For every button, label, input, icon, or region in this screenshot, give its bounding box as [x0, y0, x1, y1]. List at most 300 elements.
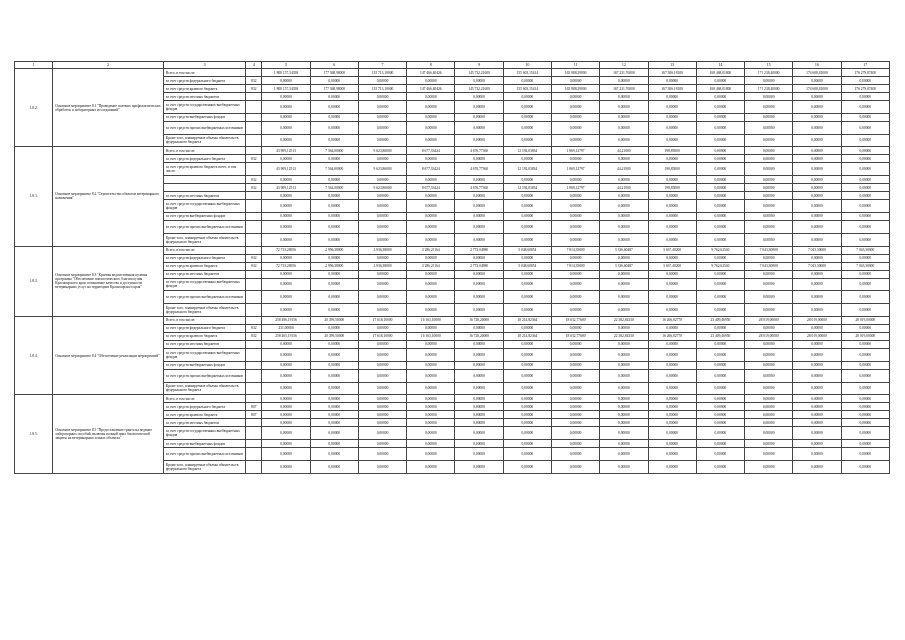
amount-cell: 0,00000	[648, 233, 696, 246]
amount-cell: 0,00000	[262, 460, 310, 473]
amount-cell: 0,00000	[841, 427, 889, 440]
amount-cell: 0,00000	[262, 233, 310, 246]
amount-cell: 0,00000	[696, 176, 744, 184]
amount-cell: 0,00000	[745, 395, 793, 403]
amount-cell: 0,00000	[696, 324, 744, 332]
amount-cell: 0,00000	[600, 348, 648, 361]
amount-cell: 0,00000	[551, 254, 599, 262]
funding-source: за счет средств федерального бюджета	[163, 155, 245, 163]
measure-name: Основное мероприятие 8.1 "Проведение полевых профилактических обработок и лабораторных исследований"	[53, 69, 164, 147]
amount-cell: 0,00000	[551, 121, 599, 134]
amount-cell: 2 772,04980	[455, 262, 503, 270]
amount-cell: 0,00000	[503, 233, 551, 246]
amount-cell: 72 713,26956	[262, 246, 310, 254]
amount-cell: 171 238,40000	[745, 85, 793, 93]
amount-cell: 0,00000	[358, 101, 406, 114]
budget-code	[246, 212, 262, 220]
amount-cell: 0,00000	[455, 77, 503, 85]
funding-source: за счет средств государственных внебюджетных фондов	[163, 348, 245, 361]
amount-cell: 0,00000	[358, 403, 406, 411]
amount-cell: 167 306,18100	[648, 69, 696, 77]
amount-cell: 0,00000	[310, 369, 358, 382]
amount-cell: 174 608,81000	[793, 85, 841, 93]
budget-code: 832	[246, 254, 262, 262]
measure-code: 1.8.4.	[15, 316, 53, 394]
amount-cell: 0,00000	[358, 427, 406, 440]
amount-cell: 0,00000	[407, 101, 455, 114]
amount-cell: 7 043,30000	[745, 262, 793, 270]
amount-cell: 0,00000	[262, 361, 310, 369]
amount-cell: 12 192,03834	[503, 163, 551, 176]
amount-cell: 0,00000	[696, 340, 744, 348]
amount-cell: 0,00000	[551, 304, 599, 317]
amount-cell: 0,00000	[696, 361, 744, 369]
amount-cell: 0,00000	[793, 147, 841, 155]
amount-cell: 0,00000	[358, 121, 406, 134]
amount-cell: 0,00000	[310, 121, 358, 134]
amount-cell: 0,00000	[358, 200, 406, 213]
budget-code	[246, 348, 262, 361]
amount-cell: 0,00000	[793, 155, 841, 163]
amount-cell: 0,00000	[407, 134, 455, 147]
amount-cell: 18 214,82364	[503, 332, 551, 340]
amount-cell: 145 732,21600	[455, 69, 503, 77]
budget-code: 832	[246, 176, 262, 184]
amount-cell: 0,00000	[648, 254, 696, 262]
amount-cell: 0,00000	[455, 212, 503, 220]
amount-cell: 0,00000	[551, 93, 599, 101]
amount-cell: 0,00000	[745, 101, 793, 114]
amount-cell: 0,00000	[455, 291, 503, 304]
amount-cell: 0,00000	[503, 254, 551, 262]
amount-cell: 0,00000	[745, 361, 793, 369]
amount-cell: 7 564,00000	[310, 184, 358, 192]
amount-cell: 0,00000	[793, 348, 841, 361]
column-number: 6	[310, 62, 358, 69]
amount-cell: 0,00000	[841, 113, 889, 121]
amount-cell: 0,00000	[841, 361, 889, 369]
funding-source: за счет средств краевого бюджета	[163, 332, 245, 340]
amount-cell: 0,00000	[407, 361, 455, 369]
amount-cell: 0,00000	[648, 427, 696, 440]
budget-code	[246, 304, 262, 317]
table-row	[15, 395, 890, 403]
amount-cell: 0,00000	[503, 134, 551, 147]
amount-cell: 0,00000	[600, 176, 648, 184]
funding-source: Всего, в том числе:	[163, 246, 245, 254]
amount-cell: 28 019,00000	[745, 332, 793, 340]
amount-cell: 0,00000	[407, 419, 455, 427]
budget-code: 832	[246, 77, 262, 85]
funding-source: Кроме того, планируемые объемы обязательств федерального бюджета	[163, 134, 245, 147]
column-number: 7	[358, 62, 406, 69]
amount-cell: 0,00000	[262, 270, 310, 278]
amount-cell: 0,00000	[503, 121, 551, 134]
amount-cell: 0,00000	[262, 278, 310, 291]
amount-cell: 0,00000	[551, 403, 599, 411]
amount-cell: 0,00000	[841, 440, 889, 448]
amount-cell: 0,00000	[841, 184, 889, 192]
budget-code	[246, 291, 262, 304]
amount-cell: 0,00000	[745, 200, 793, 213]
amount-cell: 0,00000	[358, 382, 406, 395]
amount-cell: 0,00000	[551, 155, 599, 163]
amount-cell: 0,00000	[551, 192, 599, 200]
funding-source: за счет средств государственных внебюджетных фондов	[163, 200, 245, 213]
amount-cell: 0,00000	[407, 200, 455, 213]
amount-cell: 0,00000	[407, 340, 455, 348]
amount-cell: 0,00000	[841, 419, 889, 427]
amount-cell: 0,00000	[696, 448, 744, 461]
amount-cell: 0,00000	[455, 220, 503, 233]
amount-cell: 0,00000	[407, 233, 455, 246]
amount-cell: 0,00000	[262, 134, 310, 147]
amount-cell: 0,00000	[600, 382, 648, 395]
amount-cell: 0,00000	[551, 278, 599, 291]
amount-cell: 0,00000	[407, 348, 455, 361]
amount-cell: 0,00000	[358, 291, 406, 304]
amount-cell: 0,00000	[358, 113, 406, 121]
amount-cell: 0,00000	[455, 254, 503, 262]
budget-code	[246, 113, 262, 121]
amount-cell: 0,00000	[841, 220, 889, 233]
amount-cell: 0,00000	[407, 270, 455, 278]
amount-cell: 0,00000	[600, 369, 648, 382]
budget-code	[246, 419, 262, 427]
amount-cell: 0,00000	[696, 220, 744, 233]
amount-cell: 0,00000	[648, 448, 696, 461]
amount-cell: 176 279,87400	[841, 85, 889, 93]
amount-cell: 0,00000	[841, 324, 889, 332]
amount-cell: 0,00000	[745, 134, 793, 147]
amount-cell: 0,00000	[503, 176, 551, 184]
amount-cell: 0,00000	[551, 395, 599, 403]
amount-cell: 0,00000	[310, 382, 358, 395]
funding-source: за счет средств прочих внебюджетных источников	[163, 291, 245, 304]
amount-cell: 0,00000	[648, 382, 696, 395]
amount-cell: 0,00000	[793, 113, 841, 121]
amount-cell: 2 772,04980	[455, 246, 503, 254]
amount-cell: 0,00000	[841, 395, 889, 403]
amount-cell: 0,00000	[841, 212, 889, 220]
amount-cell: 16 728,20000	[455, 316, 503, 324]
amount-cell: 8 677,33424	[407, 147, 455, 155]
amount-cell: 0,00000	[793, 395, 841, 403]
amount-cell: 44,21000	[600, 184, 648, 192]
budget-code	[246, 369, 262, 382]
amount-cell: 0,00000	[407, 291, 455, 304]
amount-cell: 0,00000	[600, 448, 648, 461]
amount-cell: 231,00000	[262, 324, 310, 332]
amount-cell: 0,00000	[503, 278, 551, 291]
amount-cell: 7 043,30000	[841, 246, 889, 254]
amount-cell: 5 048,60854	[503, 246, 551, 254]
amount-cell: 0,00000	[600, 411, 648, 419]
amount-cell: 7 564,00000	[310, 163, 358, 176]
amount-cell: 5 048,60854	[503, 262, 551, 270]
amount-cell: 0,00000	[648, 155, 696, 163]
amount-cell: 0,00000	[551, 419, 599, 427]
amount-cell: 0,00000	[358, 270, 406, 278]
funding-source: за счет средств краевого бюджета	[163, 411, 245, 419]
amount-cell: 0,00000	[696, 348, 744, 361]
amount-cell: 258 265,19156	[262, 332, 310, 340]
amount-cell: 17 618,10000	[358, 332, 406, 340]
amount-cell: 0,00000	[600, 113, 648, 121]
amount-cell: 9 623,86000	[358, 163, 406, 176]
amount-cell: 0,00000	[310, 93, 358, 101]
amount-cell: 7 814,35000	[551, 246, 599, 254]
amount-cell: 0,00000	[696, 419, 744, 427]
amount-cell: 28 019,00000	[841, 332, 889, 340]
amount-cell: 0,00000	[358, 192, 406, 200]
amount-cell: 0,00000	[841, 254, 889, 262]
amount-cell: 0,00000	[600, 192, 648, 200]
amount-cell: 2 936,38000	[358, 246, 406, 254]
header-row	[15, 62, 890, 69]
amount-cell: 0,00000	[503, 200, 551, 213]
amount-cell: 0,00000	[600, 278, 648, 291]
table-row	[15, 147, 890, 155]
amount-cell: 171 238,40000	[745, 69, 793, 77]
amount-cell: 0,00000	[696, 382, 744, 395]
amount-cell: 0,00000	[551, 101, 599, 114]
column-number: 5	[262, 62, 310, 69]
funding-source: за счет средств государственных внебюджетных фондов	[163, 427, 245, 440]
amount-cell: 0,00000	[503, 419, 551, 427]
amount-cell: 0,00000	[262, 77, 310, 85]
amount-cell: 0,00000	[455, 395, 503, 403]
funding-source: Всего, в том числе:	[163, 316, 245, 324]
amount-cell: 0,00000	[648, 403, 696, 411]
amount-cell: 0,00000	[551, 113, 599, 121]
amount-cell: 18 632,77680	[551, 316, 599, 324]
amount-cell: 0,00000	[358, 155, 406, 163]
amount-cell: 43 909,12513	[262, 184, 310, 192]
amount-cell: 0,00000	[310, 348, 358, 361]
amount-cell: 0,00000	[262, 419, 310, 427]
amount-cell: 72 713,26956	[262, 262, 310, 270]
budget-table	[14, 61, 890, 474]
amount-cell: 0,00000	[648, 220, 696, 233]
amount-cell: 16 163,10000	[407, 332, 455, 340]
amount-cell: 0,00000	[696, 184, 744, 192]
amount-cell: 168 468,01800	[696, 69, 744, 77]
amount-cell: 0,00000	[262, 340, 310, 348]
amount-cell: 0,00000	[551, 369, 599, 382]
amount-cell: 0,00000	[696, 369, 744, 382]
amount-cell: 0,00000	[841, 121, 889, 134]
budget-code	[246, 278, 262, 291]
amount-cell: 0,00000	[648, 134, 696, 147]
amount-cell: 0,00000	[600, 77, 648, 85]
budget-code	[246, 316, 262, 324]
amount-cell: 7 564,00000	[310, 147, 358, 155]
amount-cell: 0,00000	[841, 233, 889, 246]
column-number: 3	[163, 62, 245, 69]
budget-code: 832	[246, 324, 262, 332]
amount-cell: 0,00000	[648, 113, 696, 121]
amount-cell: 0,00000	[600, 155, 648, 163]
amount-cell: 0,00000	[262, 113, 310, 121]
amount-cell: 0,00000	[358, 212, 406, 220]
budget-code: 832	[246, 184, 262, 192]
funding-source	[163, 184, 245, 192]
column-number: 13	[648, 62, 696, 69]
amount-cell: 0,00000	[696, 395, 744, 403]
amount-cell: 0,00000	[648, 395, 696, 403]
amount-cell: 8 677,33424	[407, 184, 455, 192]
amount-cell: 176 279,87400	[841, 69, 889, 77]
amount-cell: 20 399,50000	[310, 316, 358, 324]
funding-source	[163, 176, 245, 184]
amount-cell: 0,00000	[745, 291, 793, 304]
amount-cell: 0,00000	[455, 361, 503, 369]
budget-code	[246, 448, 262, 461]
column-number: 11	[551, 62, 599, 69]
budget-code	[246, 134, 262, 147]
amount-cell: 0,00000	[841, 291, 889, 304]
amount-cell: 0,00000	[503, 93, 551, 101]
measure-code: 1.8.5.	[15, 395, 53, 473]
amount-cell: 0,00000	[600, 200, 648, 213]
amount-cell: 0,00000	[600, 93, 648, 101]
amount-cell: 0,00000	[551, 427, 599, 440]
amount-cell: 0,00000	[407, 254, 455, 262]
amount-cell: 145 732,21600	[455, 85, 503, 93]
funding-source: Кроме того, планируемые объемы обязательств федерального бюджета	[163, 304, 245, 317]
amount-cell: 0,00000	[696, 460, 744, 473]
amount-cell: 0,00000	[262, 369, 310, 382]
amount-cell: 0,00000	[503, 220, 551, 233]
amount-cell: 177 368,98000	[310, 69, 358, 77]
amount-cell: 0,00000	[745, 77, 793, 85]
amount-cell: 0,00000	[503, 403, 551, 411]
amount-cell: 0,00000	[455, 304, 503, 317]
amount-cell: 28 019,00000	[841, 316, 889, 324]
funding-source: за счет средств государственных внебюджетных фондов	[163, 278, 245, 291]
amount-cell: 0,00000	[358, 220, 406, 233]
amount-cell: 0,00000	[358, 411, 406, 419]
amount-cell: 0,00000	[793, 460, 841, 473]
funding-source: Всего, в том числе:	[163, 147, 245, 155]
amount-cell: 0,00000	[745, 382, 793, 395]
column-number: 14	[696, 62, 744, 69]
amount-cell: 0,00000	[648, 340, 696, 348]
amount-cell: 0,00000	[407, 278, 455, 291]
amount-cell: 18 214,82364	[503, 316, 551, 324]
amount-cell: 0,00000	[696, 147, 744, 155]
amount-cell: 28 019,00000	[793, 316, 841, 324]
amount-cell: 0,00000	[503, 382, 551, 395]
amount-cell: 22 382,84330	[600, 316, 648, 324]
amount-cell: 0,00000	[745, 369, 793, 382]
amount-cell: 0,00000	[648, 192, 696, 200]
amount-cell: 0,00000	[310, 101, 358, 114]
amount-cell: 0,00000	[745, 440, 793, 448]
amount-cell: 44,21000	[600, 147, 648, 155]
amount-cell: 0,00000	[503, 270, 551, 278]
amount-cell: 0,00000	[745, 403, 793, 411]
funding-source: за счет средств внебюджетных фондов	[163, 440, 245, 448]
amount-cell: 0,00000	[455, 200, 503, 213]
amount-cell: 0,00000	[455, 419, 503, 427]
amount-cell: 0,00000	[310, 176, 358, 184]
amount-cell: 0,00000	[745, 460, 793, 473]
amount-cell: 1 808 157,34358	[262, 69, 310, 77]
amount-cell: 0,00000	[551, 361, 599, 369]
amount-cell: 0,00000	[745, 212, 793, 220]
amount-cell: 0,00000	[310, 212, 358, 220]
amount-cell: 0,00000	[455, 134, 503, 147]
amount-cell: 0,00000	[793, 369, 841, 382]
amount-cell: 0,00000	[358, 340, 406, 348]
amount-cell: 0,00000	[455, 278, 503, 291]
amount-cell: 155 603,15414	[503, 69, 551, 77]
amount-cell: 0,00000	[262, 411, 310, 419]
amount-cell: 0,00000	[696, 304, 744, 317]
amount-cell: 0,00000	[358, 278, 406, 291]
measure-name: Основное мероприятие 8.3 "Краевая ведомственная целевая программа "Обеспечение эпизоотического благополучия Красноярского края, повышение качества и доступности ветеринарных услуг на территории Красноярского края"	[53, 246, 164, 316]
amount-cell: 198,85000	[648, 147, 696, 155]
budget-code	[246, 93, 262, 101]
amount-cell: 0,00000	[551, 134, 599, 147]
amount-cell: 147 466,40426	[407, 69, 455, 77]
amount-cell: 0,00000	[503, 427, 551, 440]
amount-cell: 0,00000	[793, 176, 841, 184]
amount-cell: 0,00000	[600, 361, 648, 369]
amount-cell: 0,00000	[262, 291, 310, 304]
measure-name: Основное мероприятие 8.4 "Обеспечение реализации мероприятий"	[53, 316, 164, 394]
amount-cell: 8 677,33424	[407, 163, 455, 176]
amount-cell: 0,00000	[407, 324, 455, 332]
measure-code: 1.8.2.	[15, 69, 53, 147]
amount-cell: 3 336,60487	[600, 246, 648, 254]
amount-cell: 0,00000	[696, 121, 744, 134]
funding-source: Всего, в том числе:	[163, 395, 245, 403]
amount-cell: 0,00000	[648, 419, 696, 427]
amount-cell: 7 043,30000	[745, 246, 793, 254]
amount-cell: 0,00000	[262, 403, 310, 411]
amount-cell: 0,00000	[841, 192, 889, 200]
amount-cell: 0,00000	[841, 340, 889, 348]
amount-cell: 0,00000	[551, 220, 599, 233]
amount-cell: 0,00000	[696, 278, 744, 291]
amount-cell: 0,00000	[551, 233, 599, 246]
budget-code	[246, 427, 262, 440]
amount-cell: 0,00000	[503, 291, 551, 304]
amount-cell: 0,00000	[358, 348, 406, 361]
amount-cell: 0,00000	[503, 324, 551, 332]
amount-cell: 0,00000	[745, 419, 793, 427]
amount-cell: 0,00000	[841, 348, 889, 361]
amount-cell: 23 409,46950	[696, 316, 744, 324]
amount-cell: 0,00000	[551, 340, 599, 348]
amount-cell: 0,00000	[551, 176, 599, 184]
amount-cell: 0,00000	[358, 419, 406, 427]
budget-code	[246, 69, 262, 77]
measure-code: 1.8.3.	[15, 147, 53, 246]
amount-cell: 16 266,82770	[648, 332, 696, 340]
amount-cell: 147 466,40426	[407, 85, 455, 93]
amount-cell: 4 676,77360	[455, 163, 503, 176]
amount-cell: 0,00000	[745, 270, 793, 278]
column-number: 10	[503, 62, 551, 69]
amount-cell: 0,00000	[696, 155, 744, 163]
amount-cell: 0,00000	[310, 403, 358, 411]
amount-cell: 0,00000	[310, 419, 358, 427]
amount-cell: 0,00000	[455, 460, 503, 473]
